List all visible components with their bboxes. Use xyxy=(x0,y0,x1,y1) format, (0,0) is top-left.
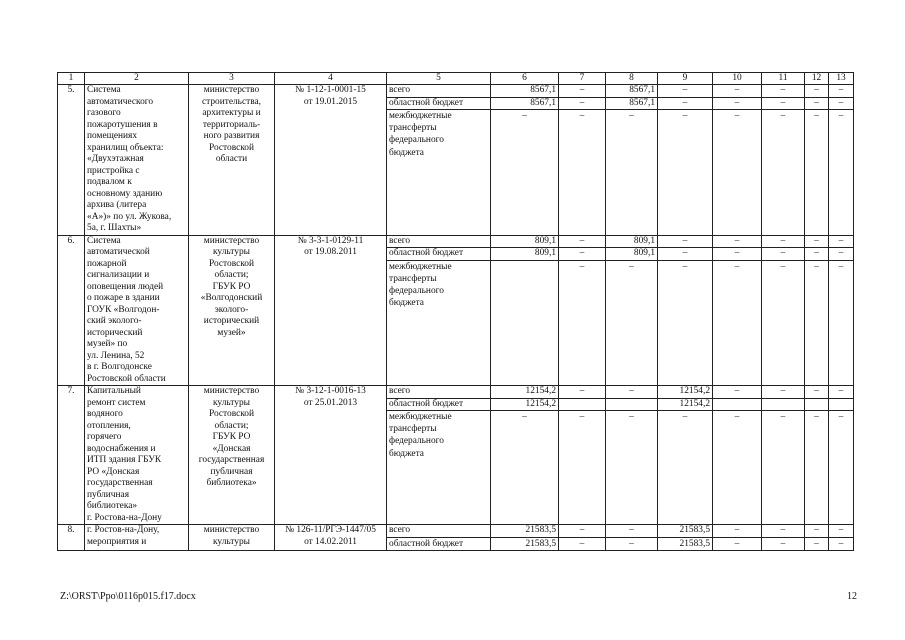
amount-cell: – xyxy=(762,260,805,386)
amount-cell xyxy=(805,398,829,411)
responsible-organization-line: «Донская xyxy=(212,443,251,454)
column-number-cell: 9 xyxy=(658,73,713,85)
object-name-line: водяного xyxy=(87,409,123,419)
column-number-cell: 3 xyxy=(189,73,275,85)
amount-cell: – xyxy=(559,110,606,236)
amount-cell: – xyxy=(829,537,854,550)
responsible-organization-line: культуры xyxy=(213,247,250,257)
amount-cell: – xyxy=(805,235,829,248)
amount-cell: – xyxy=(805,97,829,110)
amount-cell: – xyxy=(805,85,829,98)
project-document xyxy=(275,386,387,525)
object-name-line: Ростовской области xyxy=(87,373,166,384)
responsible-organization-line: министерство xyxy=(203,525,260,535)
footer-page-number: 12 xyxy=(847,591,857,602)
funding-source: всего xyxy=(387,235,491,248)
column-number-cell: 7 xyxy=(559,73,606,85)
funding-source-line: межбюджетные xyxy=(389,111,452,121)
amount-cell xyxy=(762,398,805,411)
responsible-organization-line: библиотека» xyxy=(206,478,257,488)
responsible-organization-line: государственная xyxy=(198,455,265,465)
amount-cell: – xyxy=(762,248,805,261)
amount-cell: – xyxy=(658,411,713,525)
funding-source-line: федерального xyxy=(389,285,444,296)
column-number-cell: 12 xyxy=(805,73,829,85)
amount-cell: – xyxy=(805,110,829,236)
amount-cell: 8567,1 xyxy=(491,97,559,110)
project-document xyxy=(275,85,387,236)
amount-cell: – xyxy=(762,386,805,399)
funding-source-line: федерального xyxy=(389,436,444,447)
responsible-organization-line: ГБУК РО xyxy=(212,281,251,292)
amount-cell: – xyxy=(805,525,829,538)
amount-cell: 809,1 xyxy=(606,248,658,261)
responsible-organization-line: министерство xyxy=(203,235,260,246)
object-name-line: хранилищ объекта: xyxy=(87,142,164,153)
object-name-line: исторический xyxy=(87,327,143,338)
table-row xyxy=(58,525,854,538)
object-name-line: газового xyxy=(87,108,121,118)
amount-cell: – xyxy=(713,525,762,538)
responsible-organization-line: области; xyxy=(214,420,249,431)
amount-cell: 21583,5 xyxy=(658,525,713,538)
project-document-line: от 25.01.2013 xyxy=(303,397,358,408)
object-name-line: Капитальный xyxy=(87,386,141,396)
responsible-organization-line: ГБУК РО xyxy=(212,432,251,442)
row-number: 8. xyxy=(58,525,85,551)
column-number-cell: 1 xyxy=(58,73,85,85)
responsible-organization-line: исторический xyxy=(203,316,260,326)
amount-cell: – xyxy=(658,97,713,110)
amount-cell: – xyxy=(762,525,805,538)
amount-cell: – xyxy=(762,235,805,248)
object-name-line: Система xyxy=(87,235,121,246)
amount-cell: – xyxy=(606,110,658,236)
amount-cell: – xyxy=(762,537,805,550)
amount-cell: – xyxy=(713,537,762,550)
funding-source xyxy=(387,110,491,236)
responsible-organization xyxy=(189,525,275,551)
responsible-organization-line: эколого- xyxy=(214,304,249,315)
object-name-line: ский эколого- xyxy=(87,316,142,326)
amount-cell: – xyxy=(762,97,805,110)
responsible-organization-line: министерство xyxy=(203,386,260,396)
amount-cell: – xyxy=(829,235,854,248)
amount-cell xyxy=(491,260,559,386)
amount-cell: – xyxy=(762,85,805,98)
object-name-line: г. Ростова-на-Дону xyxy=(87,512,162,523)
project-document-line: от 14.02.2011 xyxy=(304,536,357,547)
amount-cell: – xyxy=(713,260,762,386)
funding-source-line: бюджета xyxy=(389,448,424,459)
amount-cell: – xyxy=(713,386,762,399)
funding-source-line: межбюджетные xyxy=(389,261,452,272)
responsible-organization xyxy=(189,235,275,386)
funding-source-line: бюджета xyxy=(389,298,424,309)
responsible-organization xyxy=(189,386,275,525)
column-number-cell: 13 xyxy=(829,73,854,85)
object-name-line: водоснабжения и xyxy=(87,443,156,454)
object-name-line: пожарной xyxy=(87,258,127,269)
funding-source-line: межбюджетные xyxy=(389,412,452,422)
amount-cell: – xyxy=(658,110,713,236)
amount-cell: – xyxy=(805,411,829,525)
responsible-organization-line: Ростовской xyxy=(208,409,255,419)
amount-cell: – xyxy=(713,235,762,248)
amount-cell: – xyxy=(762,411,805,525)
amount-cell: – xyxy=(805,260,829,386)
amount-cell: 12154,2 xyxy=(491,386,559,399)
responsible-organization-line: «Волгодонский xyxy=(200,293,263,303)
funding-source: областной бюджет xyxy=(387,537,491,550)
object-name-line: публичная xyxy=(87,489,130,500)
object-name-line: 5а, г. Шахты» xyxy=(87,223,142,233)
funding-source: областной бюджет xyxy=(387,398,491,411)
amount-cell: – xyxy=(606,260,658,386)
table-row xyxy=(58,85,854,98)
row-number: 7. xyxy=(58,386,85,525)
amount-cell: – xyxy=(805,248,829,261)
amount-cell: – xyxy=(606,411,658,525)
object-name-line: ул. Ленина, 52 xyxy=(87,350,145,361)
responsible-organization-line: Ростовской xyxy=(208,258,255,269)
footer-file-path: Z:\ORST\Ppo\0116p015.f17.docx xyxy=(60,591,196,602)
column-number-cell: 6 xyxy=(491,73,559,85)
funding-source-line: трансферты xyxy=(389,123,437,134)
amount-cell: – xyxy=(713,110,762,236)
project-document xyxy=(275,235,387,386)
amount-cell: – xyxy=(713,411,762,525)
amount-cell: – xyxy=(829,386,854,399)
object-name xyxy=(85,235,189,386)
responsible-organization-line: министерство xyxy=(203,85,260,95)
amount-cell: – xyxy=(762,110,805,236)
responsible-organization-line: музей» xyxy=(217,327,246,338)
object-name-line: сигнализации и xyxy=(87,270,150,280)
amount-cell: – xyxy=(559,411,606,525)
amount-cell: – xyxy=(606,525,658,538)
responsible-organization-line: области; xyxy=(214,270,249,280)
object-name-line: ремонт систем xyxy=(87,397,146,408)
object-name-line: автоматической xyxy=(87,247,150,257)
amount-cell: – xyxy=(805,386,829,399)
object-name-line: государственная xyxy=(87,478,153,488)
amount-cell: – xyxy=(559,85,606,98)
amount-cell: 809,1 xyxy=(491,235,559,248)
object-name-line: «А»)» по ул. Жукова, xyxy=(87,211,172,222)
amount-cell: – xyxy=(829,525,854,538)
amount-cell: – xyxy=(713,248,762,261)
amount-cell: 21583,5 xyxy=(491,537,559,550)
project-document-line: № 3-12-1-0016-13 xyxy=(295,386,366,396)
amount-cell: – xyxy=(805,537,829,550)
column-number-cell: 10 xyxy=(713,73,762,85)
column-number-cell: 8 xyxy=(606,73,658,85)
responsible-organization xyxy=(189,85,275,236)
table-row xyxy=(58,386,854,399)
amount-cell: – xyxy=(491,110,559,236)
amount-cell: – xyxy=(829,260,854,386)
funding-source xyxy=(387,260,491,386)
project-document xyxy=(275,525,387,551)
object-name-line: горячего xyxy=(87,432,122,442)
object-name-line: ГОУК «Волгодон- xyxy=(87,304,160,315)
responsible-organization-line: архитектуры и xyxy=(202,108,261,118)
responsible-organization-line: культуры xyxy=(213,397,250,408)
object-name-line: основному зданию xyxy=(87,188,163,199)
object-name-line: пристройка с xyxy=(87,165,140,176)
object-name-line: отопления, xyxy=(87,420,131,431)
object-name-line: библиотека» xyxy=(87,501,138,511)
responsible-organization-line: культуры xyxy=(213,536,250,547)
amount-cell: – xyxy=(713,85,762,98)
project-document-line: от 19.01.2015 xyxy=(303,96,358,107)
amount-cell: 8567,1 xyxy=(606,97,658,110)
responsible-organization-line: территориаль- xyxy=(202,119,261,130)
object-name-line: музей» по xyxy=(87,339,128,349)
amount-cell: – xyxy=(606,537,658,550)
object-name-line: ИТП здания ГБУК xyxy=(87,455,162,465)
object-name xyxy=(85,386,189,525)
column-number-cell: 2 xyxy=(85,73,189,85)
amount-cell: 21583,5 xyxy=(491,525,559,538)
object-name xyxy=(85,525,189,551)
column-number-cell: 4 xyxy=(275,73,387,85)
responsible-organization-line: публичная xyxy=(210,466,253,477)
program-table xyxy=(57,72,854,551)
amount-cell: – xyxy=(559,386,606,399)
amount-cell: 8567,1 xyxy=(491,85,559,98)
row-number: 6. xyxy=(58,235,85,386)
project-document-line: № 126-11/РГЭ-1447/05 xyxy=(285,525,376,535)
amount-cell: – xyxy=(713,97,762,110)
object-name-line: РО «Донская xyxy=(87,466,140,477)
amount-cell xyxy=(606,398,658,411)
amount-cell: 21583,5 xyxy=(658,537,713,550)
object-name-line: архива (литера xyxy=(87,200,147,210)
object-name-line: пожаротушения в xyxy=(87,119,158,130)
object-name-line: автоматического xyxy=(87,96,154,107)
amount-cell: – xyxy=(559,235,606,248)
amount-cell: – xyxy=(829,85,854,98)
responsible-organization-line: строительства, xyxy=(201,96,262,107)
object-name-line: мероприятия и xyxy=(87,536,147,547)
funding-source-line: трансферты xyxy=(389,273,437,284)
funding-source-line: федерального xyxy=(389,135,444,146)
amount-cell: – xyxy=(658,85,713,98)
object-name-line: в г. Волгодонске xyxy=(87,362,152,372)
amount-cell: 12154,2 xyxy=(491,398,559,411)
amount-cell: – xyxy=(559,537,606,550)
amount-cell: 809,1 xyxy=(491,248,559,261)
object-name-line: о пожаре в здании xyxy=(87,293,160,303)
amount-cell: – xyxy=(559,260,606,386)
funding-source: областной бюджет xyxy=(387,248,491,261)
amount-cell: – xyxy=(559,525,606,538)
amount-cell: 12154,2 xyxy=(658,386,713,399)
object-name-line: оповещения людей xyxy=(87,281,164,292)
amount-cell: 809,1 xyxy=(606,235,658,248)
column-number-row xyxy=(58,73,854,85)
amount-cell: – xyxy=(829,97,854,110)
funding-source: всего xyxy=(387,525,491,538)
amount-cell xyxy=(829,398,854,411)
amount-cell: 8567,1 xyxy=(606,85,658,98)
amount-cell xyxy=(713,398,762,411)
amount-cell: 12154,2 xyxy=(658,398,713,411)
object-name-line: подвалом к xyxy=(87,177,132,187)
amount-cell: – xyxy=(829,248,854,261)
object-name-line: помещениях xyxy=(87,131,138,141)
row-number: 5. xyxy=(58,85,85,236)
amount-cell: – xyxy=(491,411,559,525)
object-name-line: г. Ростов-на-Дону, xyxy=(87,525,160,535)
project-document-line: от 19.08.2011 xyxy=(304,247,357,257)
object-name-line: Система xyxy=(87,85,121,95)
amount-cell: – xyxy=(658,260,713,386)
responsible-organization-line: области xyxy=(215,154,248,164)
column-number-cell: 5 xyxy=(387,73,491,85)
object-name-line: «Двухэтажная xyxy=(87,154,144,164)
funding-source: областной бюджет xyxy=(387,97,491,110)
funding-source xyxy=(387,411,491,525)
object-name xyxy=(85,85,189,236)
column-number-cell: 11 xyxy=(762,73,805,85)
funding-source-line: трансферты xyxy=(389,424,437,435)
funding-source-line: бюджета xyxy=(389,147,424,158)
funding-source: всего xyxy=(387,85,491,98)
funding-source: всего xyxy=(387,386,491,399)
amount-cell xyxy=(559,398,606,411)
responsible-organization-line: ного развития xyxy=(203,131,260,141)
amount-cell: – xyxy=(606,386,658,399)
responsible-organization-line: Ростовской xyxy=(208,142,255,153)
amount-cell: – xyxy=(559,97,606,110)
project-document-line: № 1-12-1-0001-15 xyxy=(295,85,366,95)
amount-cell: – xyxy=(829,110,854,236)
table-row xyxy=(58,235,854,248)
amount-cell: – xyxy=(829,411,854,525)
amount-cell: – xyxy=(658,248,713,261)
amount-cell: – xyxy=(658,235,713,248)
amount-cell: – xyxy=(559,248,606,261)
project-document-line: № 3-3-1-0129-11 xyxy=(297,235,364,246)
